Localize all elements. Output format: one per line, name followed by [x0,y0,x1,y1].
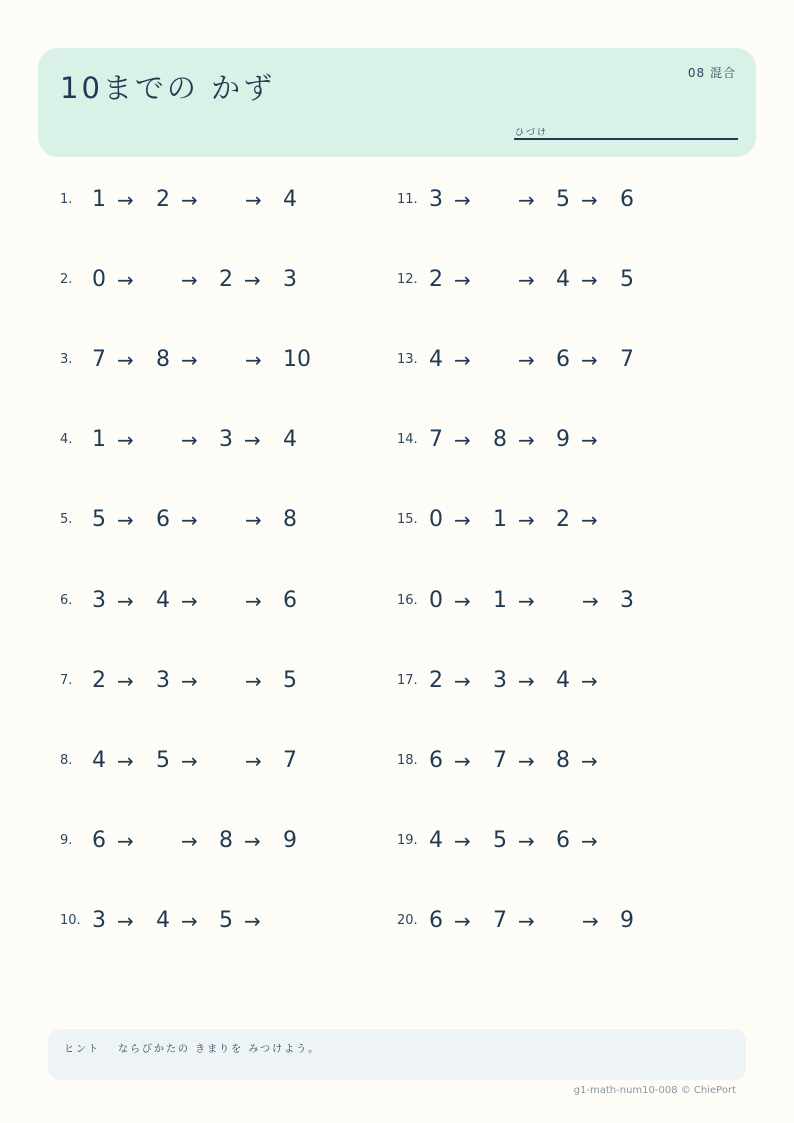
problem-item [397,746,717,776]
arrow-icon: → [117,669,134,693]
problem-item [397,826,717,856]
arrow-icon: → [117,749,134,773]
sequence-number: 2 [156,187,170,212]
arrow-icon: → [117,508,134,532]
arrow-icon: → [181,669,198,693]
problem-item [60,425,380,455]
arrow-icon: → [581,268,598,292]
arrow-icon: → [245,188,262,212]
sequence-number: 7 [493,908,507,933]
problem-item [60,906,380,936]
page-title: 10までの かず [60,71,276,105]
sequence-number: 5 [219,908,233,933]
problem-item [397,425,717,455]
arrow-icon: → [181,589,198,613]
arrow-icon: → [518,749,535,773]
problem-number: 10. [60,913,81,928]
arrow-icon: → [518,589,535,613]
sequence-number: 6 [556,347,570,372]
arrow-icon: → [518,348,535,372]
problem-item [60,265,380,295]
sequence-number: 10 [283,347,311,372]
date-label: ひづけ [515,128,549,138]
problem-number: 5. [60,512,73,527]
sequence-number: 6 [156,507,170,532]
hint-box [48,1029,746,1080]
arrow-icon: → [454,909,471,933]
problem-number: 9. [60,833,73,848]
problem-number: 1. [60,192,73,207]
arrow-icon: → [245,589,262,613]
problem-number: 3. [60,352,73,367]
sequence-number: 0 [429,507,443,532]
sequence-number: 9 [620,908,634,933]
arrow-icon: → [582,909,599,933]
sequence-number: 1 [92,427,106,452]
arrow-icon: → [245,348,262,372]
arrow-icon: → [117,589,134,613]
arrow-icon: → [181,268,198,292]
problem-item [397,185,717,215]
problem-number: 14. [397,432,418,447]
problem-number: 2. [60,272,73,287]
problem-number: 17. [397,673,418,688]
problem-number: 15. [397,512,418,527]
problem-item [60,666,380,696]
sequence-number: 5 [283,668,297,693]
sequence-number: 7 [283,748,297,773]
answer-blank[interactable] [283,906,323,936]
sequence-number: 6 [429,908,443,933]
sequence-number: 7 [429,427,443,452]
sequence-number: 6 [620,187,634,212]
problem-item [397,586,717,616]
arrow-icon: → [581,669,598,693]
sequence-number: 2 [219,267,233,292]
arrow-icon: → [518,909,535,933]
sequence-number: 2 [429,267,443,292]
arrow-icon: → [518,669,535,693]
sequence-number: 7 [493,748,507,773]
problem-number: 4. [60,432,73,447]
date-write-line[interactable] [514,138,738,140]
arrow-icon: → [244,909,261,933]
sequence-number: 6 [556,828,570,853]
arrow-icon: → [454,749,471,773]
arrow-icon: → [581,508,598,532]
sequence-number: 8 [219,828,233,853]
sequence-number: 2 [429,668,443,693]
header-panel [38,48,756,157]
sequence-number: 0 [429,588,443,613]
arrow-icon: → [181,428,198,452]
sequence-number: 6 [92,828,106,853]
arrow-icon: → [181,749,198,773]
problem-number: 13. [397,352,418,367]
arrow-icon: → [181,188,198,212]
sequence-number: 5 [556,187,570,212]
sequence-number: 8 [556,748,570,773]
answer-blank[interactable] [620,826,660,856]
problem-number: 18. [397,753,418,768]
arrow-icon: → [181,348,198,372]
sequence-number: 2 [556,507,570,532]
arrow-icon: → [117,428,134,452]
problem-item [397,345,717,375]
sequence-number: 9 [556,427,570,452]
problem-item [60,826,380,856]
sequence-number: 4 [92,748,106,773]
problem-number: 16. [397,593,418,608]
problem-item [60,505,380,535]
arrow-icon: → [581,348,598,372]
sequence-number: 5 [92,507,106,532]
arrow-icon: → [117,268,134,292]
problem-number: 7. [60,673,73,688]
sequence-number: 5 [493,828,507,853]
worksheet-code: 08 混合 [687,66,736,80]
sequence-number: 4 [156,908,170,933]
sequence-number: 6 [283,588,297,613]
arrow-icon: → [181,909,198,933]
problem-number: 20. [397,913,418,928]
arrow-icon: → [454,268,471,292]
arrow-icon: → [518,268,535,292]
problem-number: 19. [397,833,418,848]
sequence-number: 3 [92,588,106,613]
arrow-icon: → [244,268,261,292]
problem-item [60,345,380,375]
arrow-icon: → [117,909,134,933]
arrow-icon: → [518,508,535,532]
hint-label: ヒント [64,1044,100,1055]
problem-number: 8. [60,753,73,768]
arrow-icon: → [181,508,198,532]
sequence-number: 4 [429,347,443,372]
sequence-number: 3 [620,588,634,613]
sequence-number: 8 [493,427,507,452]
arrow-icon: → [245,749,262,773]
sequence-number: 4 [283,187,297,212]
arrow-icon: → [181,829,198,853]
sequence-number: 4 [556,267,570,292]
sequence-number: 1 [493,588,507,613]
problem-number: 11. [397,192,418,207]
sequence-number: 3 [156,668,170,693]
sequence-number: 3 [92,908,106,933]
problem-item [60,586,380,616]
arrow-icon: → [245,508,262,532]
sequence-number: 8 [156,347,170,372]
sequence-number: 5 [620,267,634,292]
arrow-icon: → [244,829,261,853]
sequence-number: 5 [156,748,170,773]
arrow-icon: → [581,188,598,212]
problem-item [60,185,380,215]
sequence-number: 1 [92,187,106,212]
sequence-number: 0 [92,267,106,292]
sequence-number: 3 [219,427,233,452]
arrow-icon: → [454,188,471,212]
sequence-number: 4 [283,427,297,452]
sequence-number: 9 [283,828,297,853]
arrow-icon: → [581,749,598,773]
arrow-icon: → [581,428,598,452]
problem-number: 6. [60,593,73,608]
answer-blank[interactable] [620,425,660,455]
sequence-number: 4 [556,668,570,693]
arrow-icon: → [245,669,262,693]
arrow-icon: → [454,829,471,853]
arrow-icon: → [518,829,535,853]
answer-blank[interactable] [620,666,660,696]
arrow-icon: → [454,589,471,613]
arrow-icon: → [454,669,471,693]
arrow-icon: → [518,188,535,212]
sequence-number: 6 [429,748,443,773]
sequence-number: 3 [429,187,443,212]
sequence-number: 3 [283,267,297,292]
sequence-number: 7 [92,347,106,372]
arrow-icon: → [581,829,598,853]
sequence-number: 7 [620,347,634,372]
arrow-icon: → [244,428,261,452]
sequence-number: 3 [493,668,507,693]
arrow-icon: → [454,348,471,372]
sequence-number: 1 [493,507,507,532]
arrow-icon: → [582,589,599,613]
problem-item [397,265,717,295]
sequence-number: 4 [429,828,443,853]
problem-item [60,746,380,776]
sequence-number: 2 [92,668,106,693]
problem-item [397,666,717,696]
problem-number: 12. [397,272,418,287]
sequence-number: 4 [156,588,170,613]
answer-blank[interactable] [620,505,660,535]
footer-credit: g1-math-num10-008 © ChiePort [573,1085,736,1096]
arrow-icon: → [518,428,535,452]
arrow-icon: → [117,188,134,212]
arrow-icon: → [454,428,471,452]
arrow-icon: → [117,348,134,372]
arrow-icon: → [454,508,471,532]
hint-text: ならびかたの きまりを みつけよう。 [118,1044,321,1055]
arrow-icon: → [117,829,134,853]
problem-item [397,505,717,535]
sequence-number: 8 [283,507,297,532]
answer-blank[interactable] [620,746,660,776]
problem-item [397,906,717,936]
